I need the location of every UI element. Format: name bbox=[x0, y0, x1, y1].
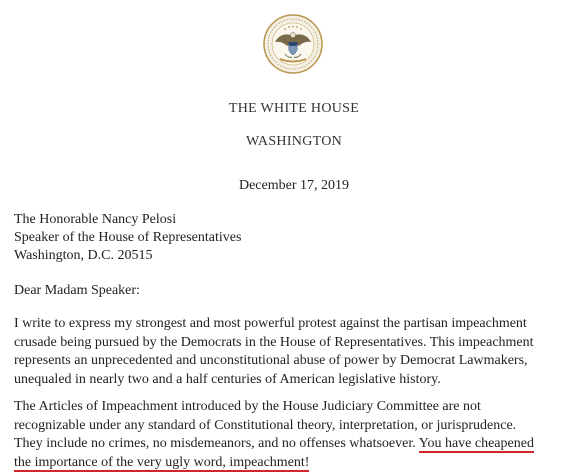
paragraph-line: recognizable under any standard of Constitutional theory, interpretation, or jurisprudence. bbox=[14, 417, 584, 436]
letterhead-title: THE WHITE HOUSE bbox=[0, 101, 588, 117]
paragraph-line: I write to express my strongest and most powerful protest against the partisan impeachment bbox=[14, 315, 584, 334]
paragraph-1 bbox=[14, 315, 584, 389]
letterhead-city: WASHINGTON bbox=[0, 134, 588, 150]
recipient-title: Speaker of the House of Representatives bbox=[14, 229, 241, 247]
paragraph-line: represents an unprecedented and unconstitutional abuse of power by Democrat Lawmakers, bbox=[14, 352, 584, 371]
paragraph-line bbox=[14, 454, 584, 472]
recipient-name: The Honorable Nancy Pelosi bbox=[14, 211, 241, 229]
paragraph-line: unequaled in nearly two and a half centuries of American legislative history. bbox=[14, 371, 584, 390]
salutation: Dear Madam Speaker: bbox=[14, 283, 140, 299]
presidential-seal-icon bbox=[263, 14, 323, 74]
recipient-address bbox=[14, 211, 241, 265]
paragraph-line: crusade being pursued by the Democrats in the House of Representatives. This impeachment bbox=[14, 334, 584, 353]
paragraph-2 bbox=[14, 398, 584, 472]
letter-date: December 17, 2019 bbox=[0, 178, 588, 194]
recipient-location: Washington, D.C. 20515 bbox=[14, 247, 241, 265]
underlined-phrase: the importance of the very ugly word, impeachment! bbox=[14, 455, 309, 472]
paragraph-line: The Articles of Impeachment introduced by the House Judiciary Committee are not bbox=[14, 398, 584, 417]
underlined-phrase: You have cheapened bbox=[419, 436, 534, 453]
paragraph-text: They include no crimes, no misdemeanors, and no offenses whatsoever. bbox=[14, 436, 419, 451]
paragraph-line bbox=[14, 435, 584, 454]
